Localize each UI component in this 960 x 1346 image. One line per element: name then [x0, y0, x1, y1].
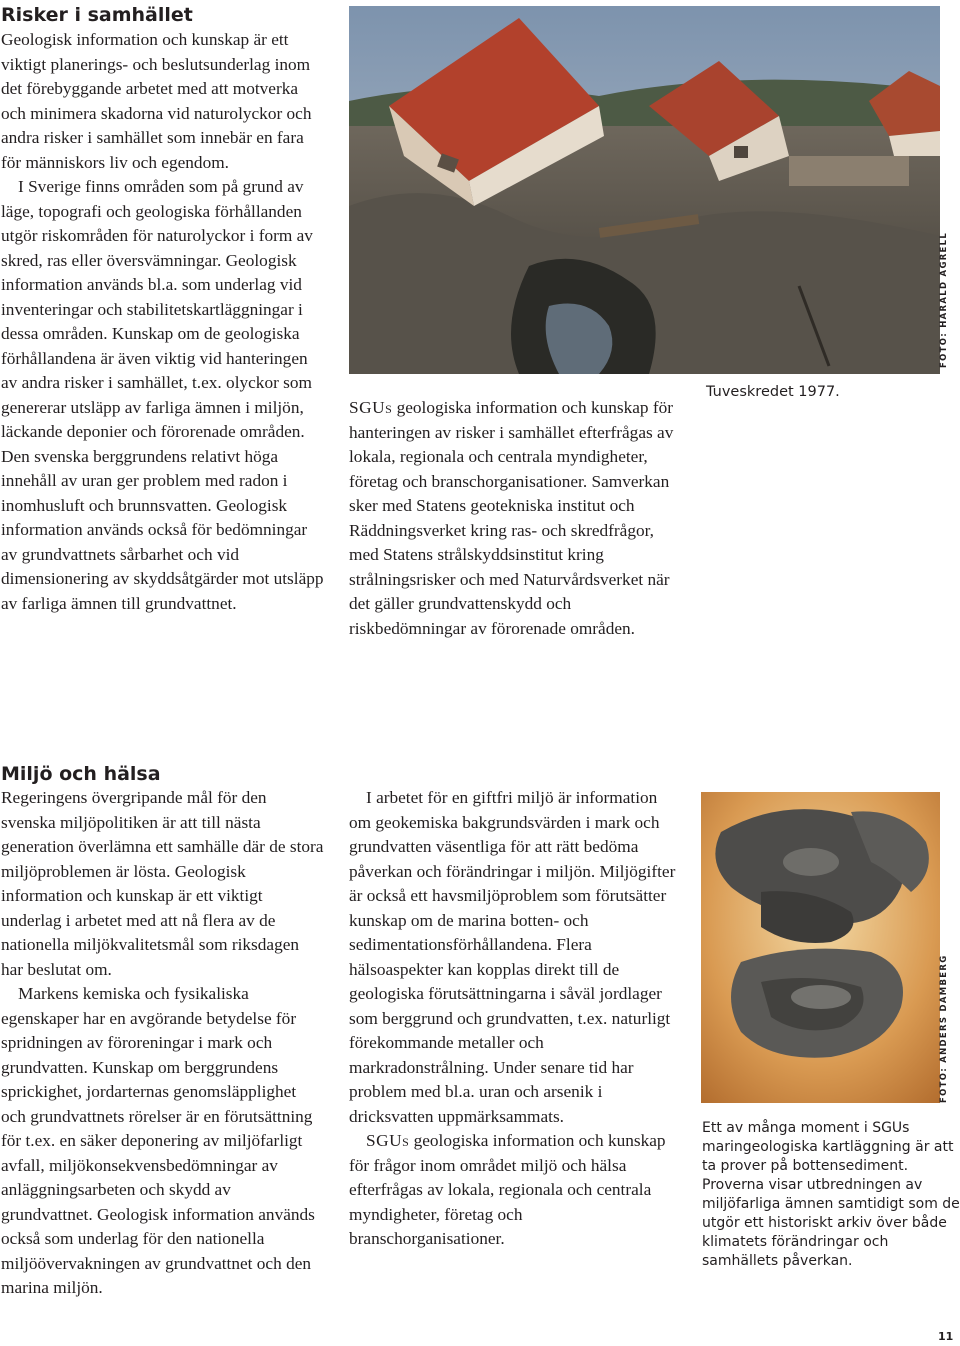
section-heading-miljo: Miljö och hälsa	[1, 763, 161, 785]
risker-paragraph-1: Geologisk information och kunskap är ett viktigt planerings- och beslutsunderlag inom det förebyggande arbetet med att motverka och minimera skadorna vid naturolyckor och andra risker i samhället som innebär en fara för människors liv och egendom.	[1, 30, 312, 172]
miljo-paragraph-2: Markens kemiska och fysikaliska egenskaper har en avgörande betydelse för spridningen av föroreningar i mark och grundvatten. Kunskap om berggrundens sprickighet, jordarternas genomsläpplighet och grundvattnets rörelser är en förutsättning för t.ex. en säker deponering av miljöfarligt avfall, miljökonsekvensbedömningar av anläggningsarbeten och skydd av grundvattnet. Geologisk information används också som underlag för den nationella miljöövervakningen av grundvattnet och den marina miljön.	[1, 984, 315, 1297]
landslide-photo-credit: FOTO: HARALD AGRELL	[939, 231, 949, 368]
landslide-photo	[349, 6, 940, 374]
sgus-smallcaps: SGUs	[366, 1131, 410, 1150]
sediment-photo-caption: Ett av många moment i SGUs maringeologiska kartläggning är att ta prover på bottensediment. Proverna visar utbredningen av miljöfarliga ämnen samtidigt som de utgör ett historiskt arkiv över både klimatets förändringar och samhällets påverkan.	[702, 1120, 960, 1269]
risker-paragraph-3-text: geologiska information och kunskap för hanteringen av risker i samhället efterfrågas av lokala, regionala och centrala myndigheter, företag och branschorganisationer. Samverkan sker med Statens geotekniska institut och Räddningsverket kring ras- och skredfrågor, med Statens strålskyddsinstitut kring strålningsrisker och med Naturvårdsverket när det gäller grundvattenskydd och riskbedömningar av förorenade områden.	[349, 398, 674, 638]
risker-column-2	[349, 396, 679, 641]
landslide-photo-caption: Tuveskredet 1977.	[706, 384, 840, 400]
sediment-hands-photo	[701, 792, 940, 1103]
risker-paragraph-2: I Sverige finns områden som på grund av läge, topografi och geologiska förhållanden utgör riskområden för naturolyckor i form av skred, ras eller översvämningar. Geologisk information används bl.a. som underlag vid inventeringar och stabilitetskartläggningar i dessa områden. Kunskap om de geologiska förhållandena är även viktig vid hanteringen av andra risker i samhället, t.ex. olyckor som genererar utsläpp av farliga ämnen i miljön, läckande deponier och förorenade områden. Den svenska berggrundens relativt höga innehåll av uran ger problem med radon i inomhusluft och brunnsvatten. Geologisk information används också för bedömningar av grundvattnets sårbarhet och vid dimensionering av skyddsåtgärder mot utsläpp av farliga ämnen till grundvattnet.	[1, 177, 324, 613]
miljo-paragraph-1: Regeringens övergripande mål för den svenska miljöpolitiken är att till nästa generation överlämna ett samhälle där de stora miljöproblemen är lösta. Geologisk information och kunskap är ett viktigt underlag i arbetet med att nå flera av de nationella miljökvalitetsmål som riksdagen har beslutat om.	[1, 788, 324, 979]
sediment-photo-credit: FOTO: ANDERS DAMBERG	[939, 954, 949, 1103]
risker-column-1	[1, 28, 325, 616]
section-heading-risker: Risker i samhället	[1, 4, 193, 26]
miljo-paragraph-3: I arbetet för en giftfri miljö är information om geokemiska bakgrundsvärden i mark och grundvatten väsentliga för att rätt bedöma påverkan och förändringar i miljön. Miljögifter är också ett havsmiljöproblem som förutsätter kunskap om de marina botten- och sedimentationsförhållandena. Flera hälsoaspekter kan kopplas direkt till de geologiska förutsättningarna i såväl jordlager som berggrund och grundvatten, t.ex. naturligt förekommande metaller och markradonstrålning. Under senare tid har problem med bl.a. uran och arsenik i dricksvatten uppmärksammats.	[349, 788, 676, 1126]
miljo-paragraph-4	[349, 1129, 679, 1252]
page-number: 11	[938, 1330, 954, 1343]
miljo-paragraph-4-text: geologiska information och kunskap för frågor inom området miljö och hälsa efterfrågas av lokala, regionala och centrala myndigheter, företag och branschorganisationer.	[349, 1131, 666, 1248]
miljo-column-1	[1, 786, 325, 1301]
risker-paragraph-3	[349, 396, 679, 641]
sgus-smallcaps: SGUs	[349, 398, 393, 417]
miljo-column-2	[349, 786, 679, 1252]
